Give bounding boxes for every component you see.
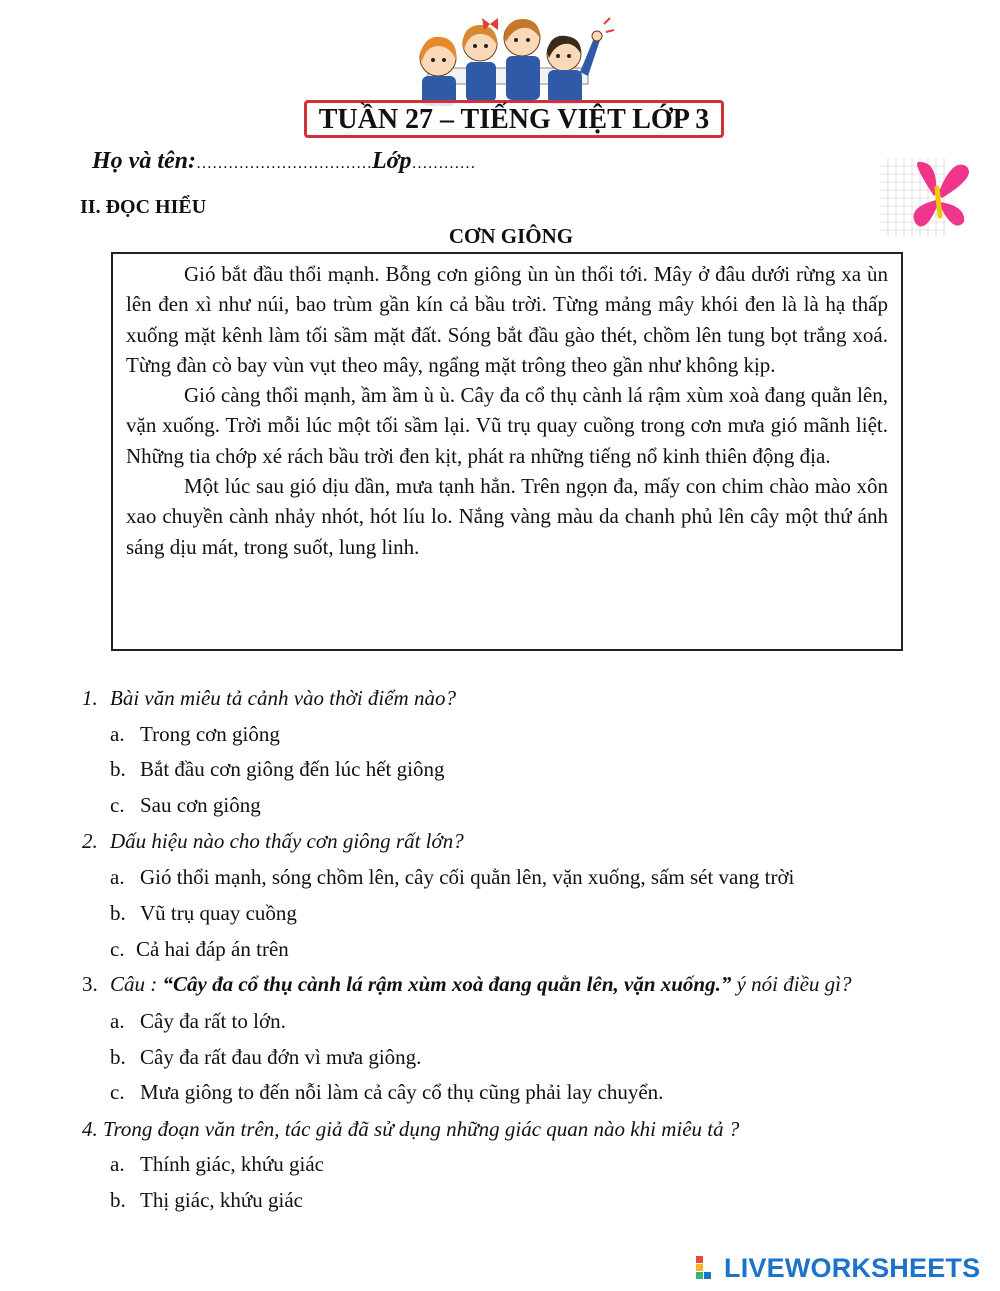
option-1c[interactable]: c. Sau cơn giông <box>110 793 261 817</box>
name-class-row <box>92 148 476 175</box>
class-input[interactable]: ………… <box>411 155 476 172</box>
reading-passage <box>111 252 903 651</box>
question-4: 4. Trong đoạn văn trên, tác giả đã sử dụng những giác quan nào khi miêu tả ? <box>82 1117 740 1141</box>
section-heading: II. ĐỌC HIỂU <box>80 196 207 218</box>
option-1b[interactable]: b. Bắt đầu cơn giông đến lúc hết giông <box>110 757 445 781</box>
question-text: Dấu hiệu nào cho thấy cơn giông rất lớn? <box>110 829 464 853</box>
class-label: Lớp <box>371 148 412 174</box>
passage-paragraph: Một lúc sau gió dịu dần, mưa tạnh hẳn. Trên ngọn đa, mấy con chim chào mào xôn xao chuyền cành nhảy nhót, hót líu lo. Nắng vàng màu da chanh phủ lên cây một thứ ánh sáng dịu mát, trong suốt, lung linh. <box>126 474 888 559</box>
question-quote: “Cây đa cổ thụ cành lá rậm xùm xoà đang quằn lên, vặn xuống.” <box>162 972 732 996</box>
question-text: Bài văn miêu tả cảnh vào thời điểm nào? <box>110 686 456 710</box>
name-input[interactable]: …………………………… <box>195 155 372 172</box>
passage-paragraph: Gió bắt đầu thổi mạnh. Bỗng cơn giông ùn ùn thổi tới. Mây ở đâu dưới rừng xa ùn lên đen xì như núi, bao trùm gần kín cả bầu trời. Từng mảng mây khói đen là là hạ thấp xuống mặt kênh làm tối sầm mặt đất. Sóng bắt đầu gào thét, chồm lên tung bọt trắng xoá. Từng đàn cò bay vùn vụt theo mây, ngẩng mặt trông theo gần như không kịp. <box>126 262 888 377</box>
option-4a[interactable]: a. Thính giác, khứu giác <box>110 1152 324 1176</box>
option-3a[interactable]: a. Cây đa rất to lớn. <box>110 1009 286 1033</box>
name-label: Họ và tên: <box>92 148 196 174</box>
option-4b[interactable]: b. Thị giác, khứu giác <box>110 1188 303 1212</box>
option-2b[interactable]: b. Vũ trụ quay cuồng <box>110 901 297 925</box>
passage-paragraph: Gió càng thổi mạnh, ầm ầm ù ù. Cây đa cổ thụ cành lá rậm xùm xoà đang quằn lên, vặn xuống. Trời mỗi lúc một tối sầm lại. Vũ trụ quay cuồng trong cơn mưa gió mãnh liệt. Những tia chớp xé rách bầu trời đen kịt, phát ra những tiếng nổ kinh thiên động địa. <box>126 383 888 468</box>
logo-text: LIVEWORKSHEETS <box>724 1252 981 1283</box>
kids-illustration-icon <box>398 10 616 110</box>
liveworksheets-logo[interactable] <box>696 1253 980 1283</box>
question-3: 3. Câu : “Cây đa cổ thụ cành lá rậm xùm xoà đang quằn lên, vặn xuống.” ý nói điều gì? <box>82 972 852 996</box>
option-3c[interactable]: c. Mưa giông to đến nỗi làm cả cây cổ thụ cũng phải lay chuyển. <box>110 1080 664 1104</box>
story-title: CƠN GIÔNG <box>448 224 574 248</box>
worksheet-title: TUẦN 27 – TIẾNG VIỆT LỚP 3 <box>304 100 724 138</box>
option-3b[interactable]: b. Cây đa rất đau đớn vì mưa giông. <box>110 1045 422 1069</box>
option-1a[interactable]: a. Trong cơn giông <box>110 722 280 746</box>
question-text: Trong đoạn văn trên, tác giả đã sử dụng những giác quan nào khi miêu tả ? <box>103 1117 740 1141</box>
question-1: 1. Bài văn miêu tả cảnh vào thời điểm nào? <box>82 686 456 710</box>
question-2: 2. Dấu hiệu nào cho thấy cơn giông rất lớn? <box>82 829 464 853</box>
option-2a[interactable]: a. Gió thổi mạnh, sóng chồm lên, cây cối quằn lên, vặn xuống, sấm sét vang trời <box>110 865 795 889</box>
option-2c[interactable]: c. Cả hai đáp án trên <box>110 937 289 961</box>
liveworksheets-logo-icon <box>696 1256 720 1280</box>
